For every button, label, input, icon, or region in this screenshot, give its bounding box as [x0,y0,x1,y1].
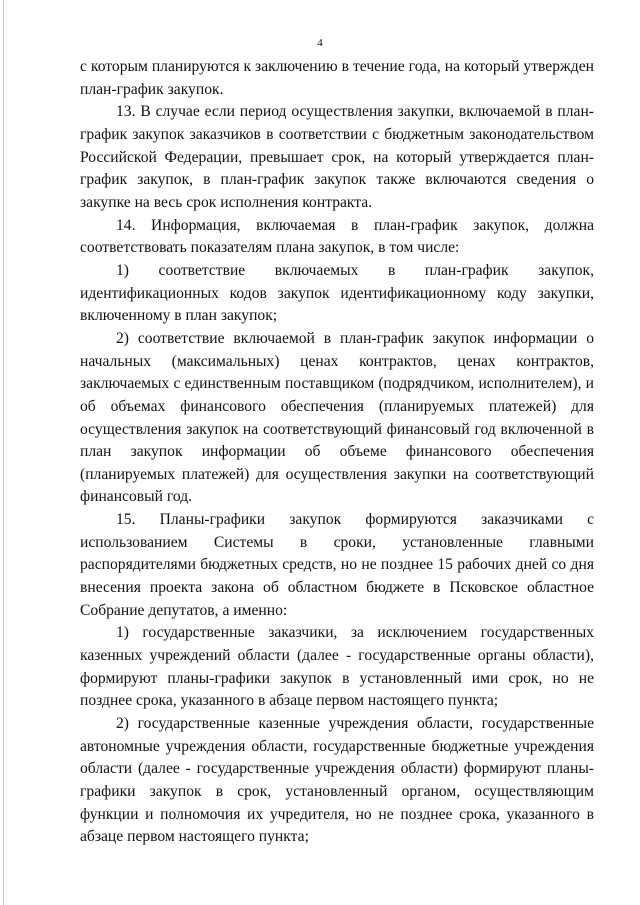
paragraph-subitem-14-1: 1) соответствие включаемых в план-график закупок, идентификационных кодов закупок идентификационному коду закупки, включенному в план закупок; [80,261,594,325]
paragraph-subitem-15-1: 1) государственные заказчики, за исключением государственных казенных учреждений области (далее - государственные органы области), формируют планы-графики закупок в установленный ими срок, но не позднее срока, указанного в абзаце первом настоящего пункта; [80,624,594,710]
paragraph-item-13: 13. В случае если период осуществления закупки, включаемой в план-график закупок заказчиков в соответствии с бюджетным законодательством Российской Федерации, превышает срок, на который утверждается план-график закупок, в план-график закупок также включаются сведения о закупке на весь срок исполнения контракта. [80,103,594,211]
paragraph-subitem-14-2: 2) соответствие включаемой в план-график закупок информации о начальных (максимальных) ценах контрактов, ценах контрактов, заключаемых с единственным поставщиком (подрядчиком, исполнителем), и об объемах финансового обеспечения (планируемых платежей) для осуществления закупок на соответствующий финансовый год включенной в план закупок информации об объеме финансового обеспечения (планируемых платежей) для осуществления закупки на соответствующий финансовый год. [80,329,594,506]
scan-edge-line [3,0,4,905]
page-number: 4 [317,37,323,49]
paragraph-item-14: 14. Информация, включаемая в план-график закупок, должна соответствовать показателям плана закупок, в том числе: [80,216,594,257]
document-body [80,56,594,849]
paragraph-subitem-15-2: 2) государственные казенные учреждения области, государственные автономные учреждения области, государственные бюджетные учреждения области (далее - государственные учреждения области) формируют планы-графики закупок в срок, установленный органом, осуществляющим функции и полномочия их учредителя, но не позднее срока, указанного в абзаце первом настоящего пункта; [80,715,594,846]
paragraph-continuation: с которым планируются к заключению в течение года, на который утвержден план-график закупок. [80,58,594,98]
paragraph-item-15: 15. Планы-графики закупок формируются заказчиками с использованием Системы в сроки, установленные главными распорядителями бюджетных средств, но не позднее 15 рабочих дней со дня внесения проекта закона об областном бюджете в Псковское областное Собрание депутатов, а именно: [80,511,594,619]
